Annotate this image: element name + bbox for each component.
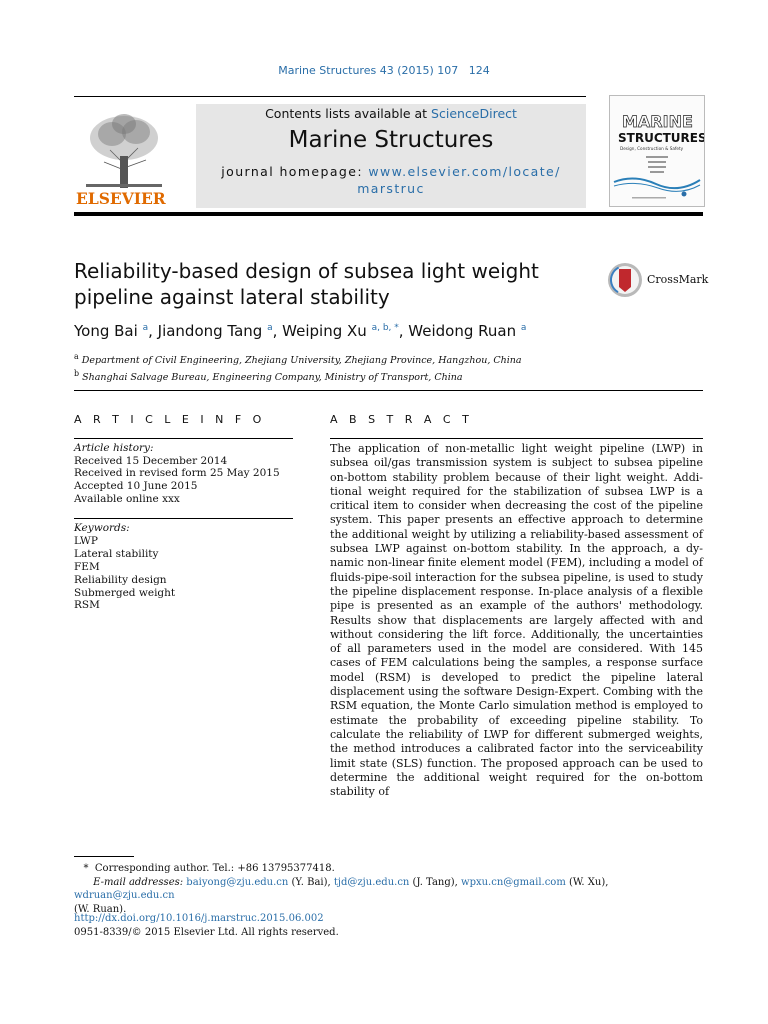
article-history <box>74 442 280 506</box>
abstract-heading: A B S T R A C T <box>330 413 473 426</box>
history-item: Accepted 10 June 2015 <box>74 480 198 493</box>
crossmark-badge[interactable] <box>607 262 717 298</box>
journal-cover[interactable] <box>609 95 705 207</box>
email-link[interactable]: wdruan@zju.edu.cn <box>74 890 175 901</box>
author-separator: , <box>272 322 283 340</box>
affiliation <box>74 350 522 367</box>
cover-title-line2: STRUCTURES <box>618 131 704 145</box>
journal-banner <box>196 104 586 208</box>
contents-prefix: Contents lists available at <box>265 106 432 121</box>
section-rule <box>74 390 703 391</box>
keyword-item: FEM <box>74 560 100 573</box>
keywords-list <box>74 535 175 612</box>
homepage-url-line2[interactable]: marstruc <box>357 181 425 196</box>
history-label: Article history: <box>74 442 154 454</box>
footnote-rule <box>74 856 134 857</box>
footnotes <box>74 862 703 916</box>
elsevier-logo[interactable] <box>74 104 174 208</box>
history-list <box>74 455 280 506</box>
affiliation-mark: a <box>74 352 79 361</box>
crossmark-label: CrossMark <box>647 273 709 286</box>
elsevier-wordmark: ELSEVIER <box>76 189 166 208</box>
cover-title-line1: MARINE <box>622 112 693 131</box>
email-link[interactable]: wpxu.cn@gmail.com <box>461 876 566 888</box>
email-link[interactable]: baiyong@zju.edu.cn <box>186 876 289 888</box>
keywords <box>74 522 175 612</box>
elsevier-tree-icon <box>74 104 174 208</box>
keyword-item: Lateral stability <box>74 547 159 560</box>
article-info-rule-mid <box>74 518 293 519</box>
email-owner: (J. Tang), <box>409 876 462 888</box>
keyword-item: RSM <box>74 599 100 612</box>
author-name[interactable]: Yong Bai <box>74 322 138 340</box>
contents-line <box>196 106 586 121</box>
sciencedirect-link[interactable]: ScienceDirect <box>431 106 517 121</box>
email-continuation: (W. Ruan). <box>74 903 127 915</box>
author-name[interactable]: Weidong Ruan <box>408 322 517 340</box>
affiliation-text: Shanghai Salvage Bureau, Engineering Company, Ministry of Transport, China <box>82 372 463 384</box>
cover-subtitle: Design, Construction & Safety <box>620 146 684 151</box>
email-owner: (W. Xu), <box>565 876 609 888</box>
email-line <box>74 876 703 903</box>
history-item: Received 15 December 2014 <box>74 454 228 467</box>
corresponding-author-text: Corresponding author. Tel.: +86 13795377418. <box>94 863 335 874</box>
crossmark-icon <box>607 262 643 298</box>
header-rule <box>74 96 586 97</box>
keywords-label: Keywords: <box>74 522 130 534</box>
history-item: Available online xxx <box>74 492 180 505</box>
author-name[interactable]: Jiandong Tang <box>157 322 263 340</box>
article-info-heading: A R T I C L E I N F O <box>74 413 266 426</box>
doi-link[interactable]: http://dx.doi.org/10.1016/j.marstruc.2015.06.002 <box>74 913 324 924</box>
author-separator: , <box>148 322 158 340</box>
affiliation-mark: b <box>74 369 80 379</box>
abstract-rule <box>330 438 703 439</box>
corresponding-author-note: * Corresponding author. Tel.: +86 13795377418. <box>74 863 335 874</box>
email-owner: (Y. Bai), <box>288 876 334 888</box>
author-affil-mark[interactable]: a <box>267 323 273 333</box>
email-link[interactable]: tjd@zju.edu.cn <box>333 876 410 888</box>
copyright: 0951-8339/© 2015 Elsevier Ltd. All rights reserved. <box>74 926 339 938</box>
homepage-url-line1[interactable]: www.elsevier.com/locate/ <box>368 164 561 179</box>
journal-citation[interactable]: Marine Structures 43 (2015) 107 124 <box>278 64 490 77</box>
homepage-prefix: journal homepage: <box>221 164 369 179</box>
author-separator: , <box>398 322 409 340</box>
doi-block <box>74 912 339 939</box>
affiliation <box>74 367 522 384</box>
history-item: Received in revised form 25 May 2015 <box>74 467 280 480</box>
affiliations <box>74 350 522 384</box>
header-thick-rule <box>74 212 703 216</box>
author-name[interactable]: Weiping Xu <box>282 322 367 340</box>
affiliation-text: Department of Civil Engineering, Zhejiang University, Zhejiang Province, Hangzhou, China <box>81 355 522 367</box>
keyword-item: Submerged weight <box>74 586 176 599</box>
email-label: E-mail addresses: <box>93 876 184 888</box>
author-affil-mark[interactable]: a <box>520 323 527 333</box>
author-affil-mark[interactable]: a, b, * <box>371 323 399 333</box>
author-list <box>74 322 526 340</box>
article-title: Reliability-based design of subsea light weight pipeline against lateral stability <box>74 259 539 309</box>
journal-name: Marine Structures <box>288 127 494 153</box>
abstract-text: The application of non-metallic light weight pipeline (LWP) in subsea oil/gas transmission system is subject to subsea pipeline on-bottom stability problem because of their light weight. Additional weight required for the stabilization of subsea LWP is a critical item to consider when decreasing the cost of the pipeline system. This paper presents an effective approach to determine the additional weight by utilizing a reliability-based assessment of subsea LWP against on-bottom stability. In the approach, a dynamic non-linear finite element model (FEM), including a model of fluids-pipe-soil interaction for the subsea pipeline, is used to study the pipeline displacement response. In-place analysis of a flexible pipe is presented as an example of the authors' methodology. Results show that displacements are largely affected with and without considering the lift force. Additionally, the uncertainties of all parameters used in the model are considered. With 145 cases of FEM calculations being the samples, a response surface model (RSM) is developed to predict the pipeline lateral displacement using the software Design-Expert. Combing with the RSM equation, the Monte Carlo simulation method is employed to estimate the probability of exceeding pipeline stability. To calculate the reliability of LWP for different submerged weights, the method introduces a calibrated factor into the serviceability limit state (SLS) function. The proposed approach can be used to determine the additional weight required for the on-bottom stability of <box>330 442 703 799</box>
author-affil-mark[interactable]: a <box>142 323 149 333</box>
keyword-item: Reliability design <box>74 573 167 586</box>
keyword-item: LWP <box>74 534 98 547</box>
journal-cover-image <box>610 96 704 206</box>
journal-homepage <box>196 163 586 197</box>
article-info-rule-top <box>74 438 293 439</box>
